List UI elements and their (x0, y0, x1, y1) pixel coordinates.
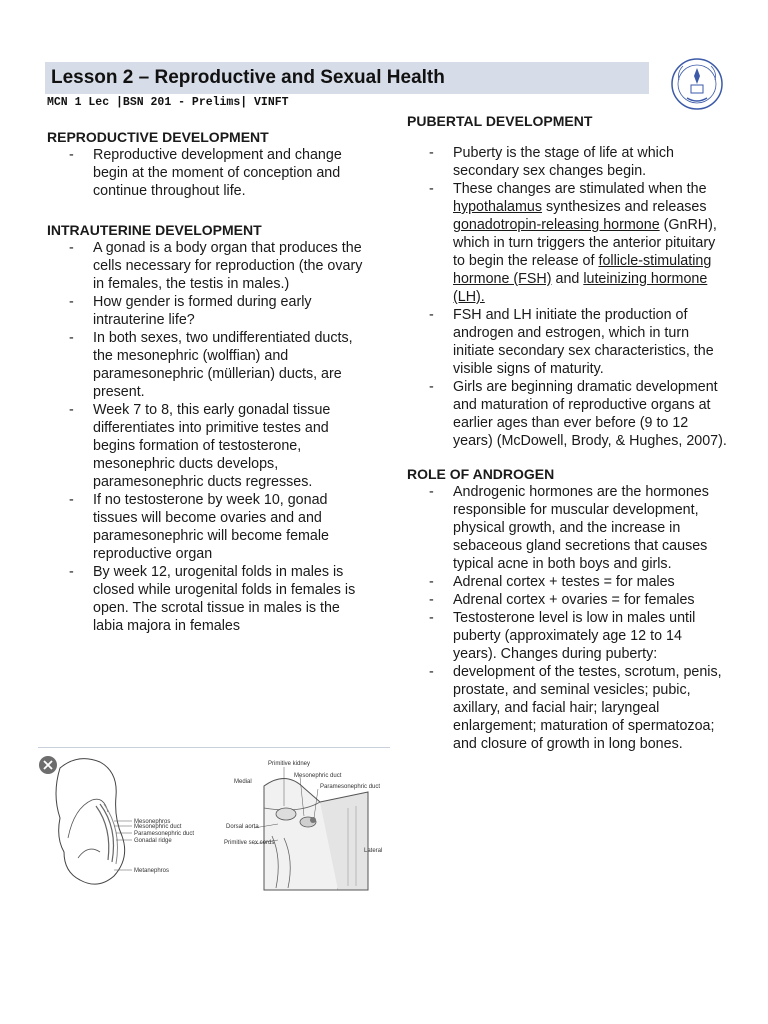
section-heading-intrauterine-development: INTRAUTERINE DEVELOPMENT (47, 222, 262, 238)
section-heading-role-of-androgen: ROLE OF ANDROGEN (407, 466, 555, 482)
course-subtitle: MCN 1 Lec |BSN 201 - Prelims| VINFT (47, 96, 289, 109)
list-item: - A gonad is a body organ that produces the cells necessary for reproduction (the ovary in females, the testis in males.) (69, 240, 363, 292)
list-item: - How gender is formed during early intrauterine life? (69, 294, 312, 328)
label-dorsal-aorta: Dorsal aorta (226, 824, 259, 830)
term-hypothalamus: hypothalamus (453, 199, 543, 215)
term-lh: luteinizing hormone (LH). (453, 271, 708, 305)
list-item: - By week 12, urogenital folds in males is closed while urogenital folds in females is open. The scrotal tissue in males is the labia majora in females (69, 564, 356, 634)
list-item: - Adrenal cortex + ovaries = for females (429, 592, 695, 608)
close-icon[interactable] (39, 756, 57, 774)
embryo-diagram-figure (38, 747, 390, 898)
section-heading-pubertal-development: PUBERTAL DEVELOPMENT (407, 113, 593, 129)
list-item: - Androgenic hormones are the hormones responsible for muscular development, physical growth, and the increase in sebaceous gland secretions that causes typical acne in both boys and girls. (429, 484, 709, 572)
list-item: - Reproductive development and change begin at the moment of conception and continue throughout life. (69, 147, 342, 199)
embryo-diagram (38, 748, 390, 898)
list-item: - In both sexes, two undifferentiated ducts, the mesonephric (wolffian) and paramesonephric (müllerian) ducts, are present. (69, 330, 353, 400)
page-title: Lesson 2 – Reproductive and Sexual Health (51, 67, 445, 88)
section-heading-reproductive-development: REPRODUCTIVE DEVELOPMENT (47, 129, 269, 145)
label-gonadal-ridge: Gonadal ridge (134, 838, 172, 844)
label-metanephros: Metanephros (134, 868, 170, 874)
label-mesonephric-duct-top: Mesonephric duct (294, 773, 342, 779)
list-item: - Testosterone level is low in males until puberty (approximately age 12 to 14 years). Changes during puberty: (429, 610, 696, 662)
label-lateral: Lateral (364, 848, 383, 854)
list-item: - These changes are stimulated when the hypothalamus synthesizes and releases gonadotropin-releasing hormone (GnRH), which in turn triggers the anterior pituitary to begin the release of follicle-stimulating hormone (FSH) and luteinizing hormone (LH). (429, 181, 717, 305)
role-of-androgen-list (407, 483, 729, 753)
label-mesonephros: Mesonephros (134, 819, 171, 825)
list-item: - If no testosterone by week 10, gonad tissues will become ovaries and and paramesonephric will become female reproductive organ (69, 492, 330, 562)
label-primitive-kidney: Primitive kidney (268, 761, 311, 767)
list-item: - Girls are beginning dramatic development and maturation of reproductive organs at earlier ages than ever before (9 to 12 years) (McDowell, Brody, & Hughes, 2007). (429, 379, 727, 449)
term-gnrh: gonadotropin-releasing hormone (453, 217, 660, 233)
pubertal-development-list (407, 144, 729, 450)
reproductive-development-list (47, 146, 367, 200)
label-mesonephric-duct: Mesonephric duct (134, 824, 182, 830)
school-seal-icon (669, 56, 725, 112)
label-paramesonephric-duct-top: Paramesonephric duct (320, 784, 381, 790)
label-primitive-sex-cords: Primitive sex cords (224, 840, 275, 846)
label-medial: Medial (234, 779, 252, 785)
list-item: - Adrenal cortex + testes = for males (429, 574, 675, 590)
intrauterine-development-list (47, 239, 367, 635)
title-bar (45, 62, 649, 94)
list-item: - development of the testes, scrotum, penis, prostate, and seminal vesicles; pubic, axillary, and facial hair; laryngeal enlargement; maturation of spermatozoa; and closure of growth in long bones. (429, 664, 722, 752)
label-paramesonephric-duct: Paramesonephric duct (134, 831, 195, 837)
list-item: - FSH and LH initiate the production of androgen and estrogen, which in turn initiate secondary sex characteristics, the visible signs of maturity. (429, 307, 714, 377)
term-fsh: follicle-stimulating hormone (FSH) (453, 253, 712, 287)
list-item: - Week 7 to 8, this early gonadal tissue differentiates into primitive testes and begins formation of testosterone, mesonephric ducts develops, paramesonephric ducts regresses. (69, 402, 331, 490)
right-column (407, 112, 729, 753)
left-column (47, 128, 367, 635)
list-item: - Puberty is the stage of life at which secondary sex changes begin. (429, 145, 674, 179)
